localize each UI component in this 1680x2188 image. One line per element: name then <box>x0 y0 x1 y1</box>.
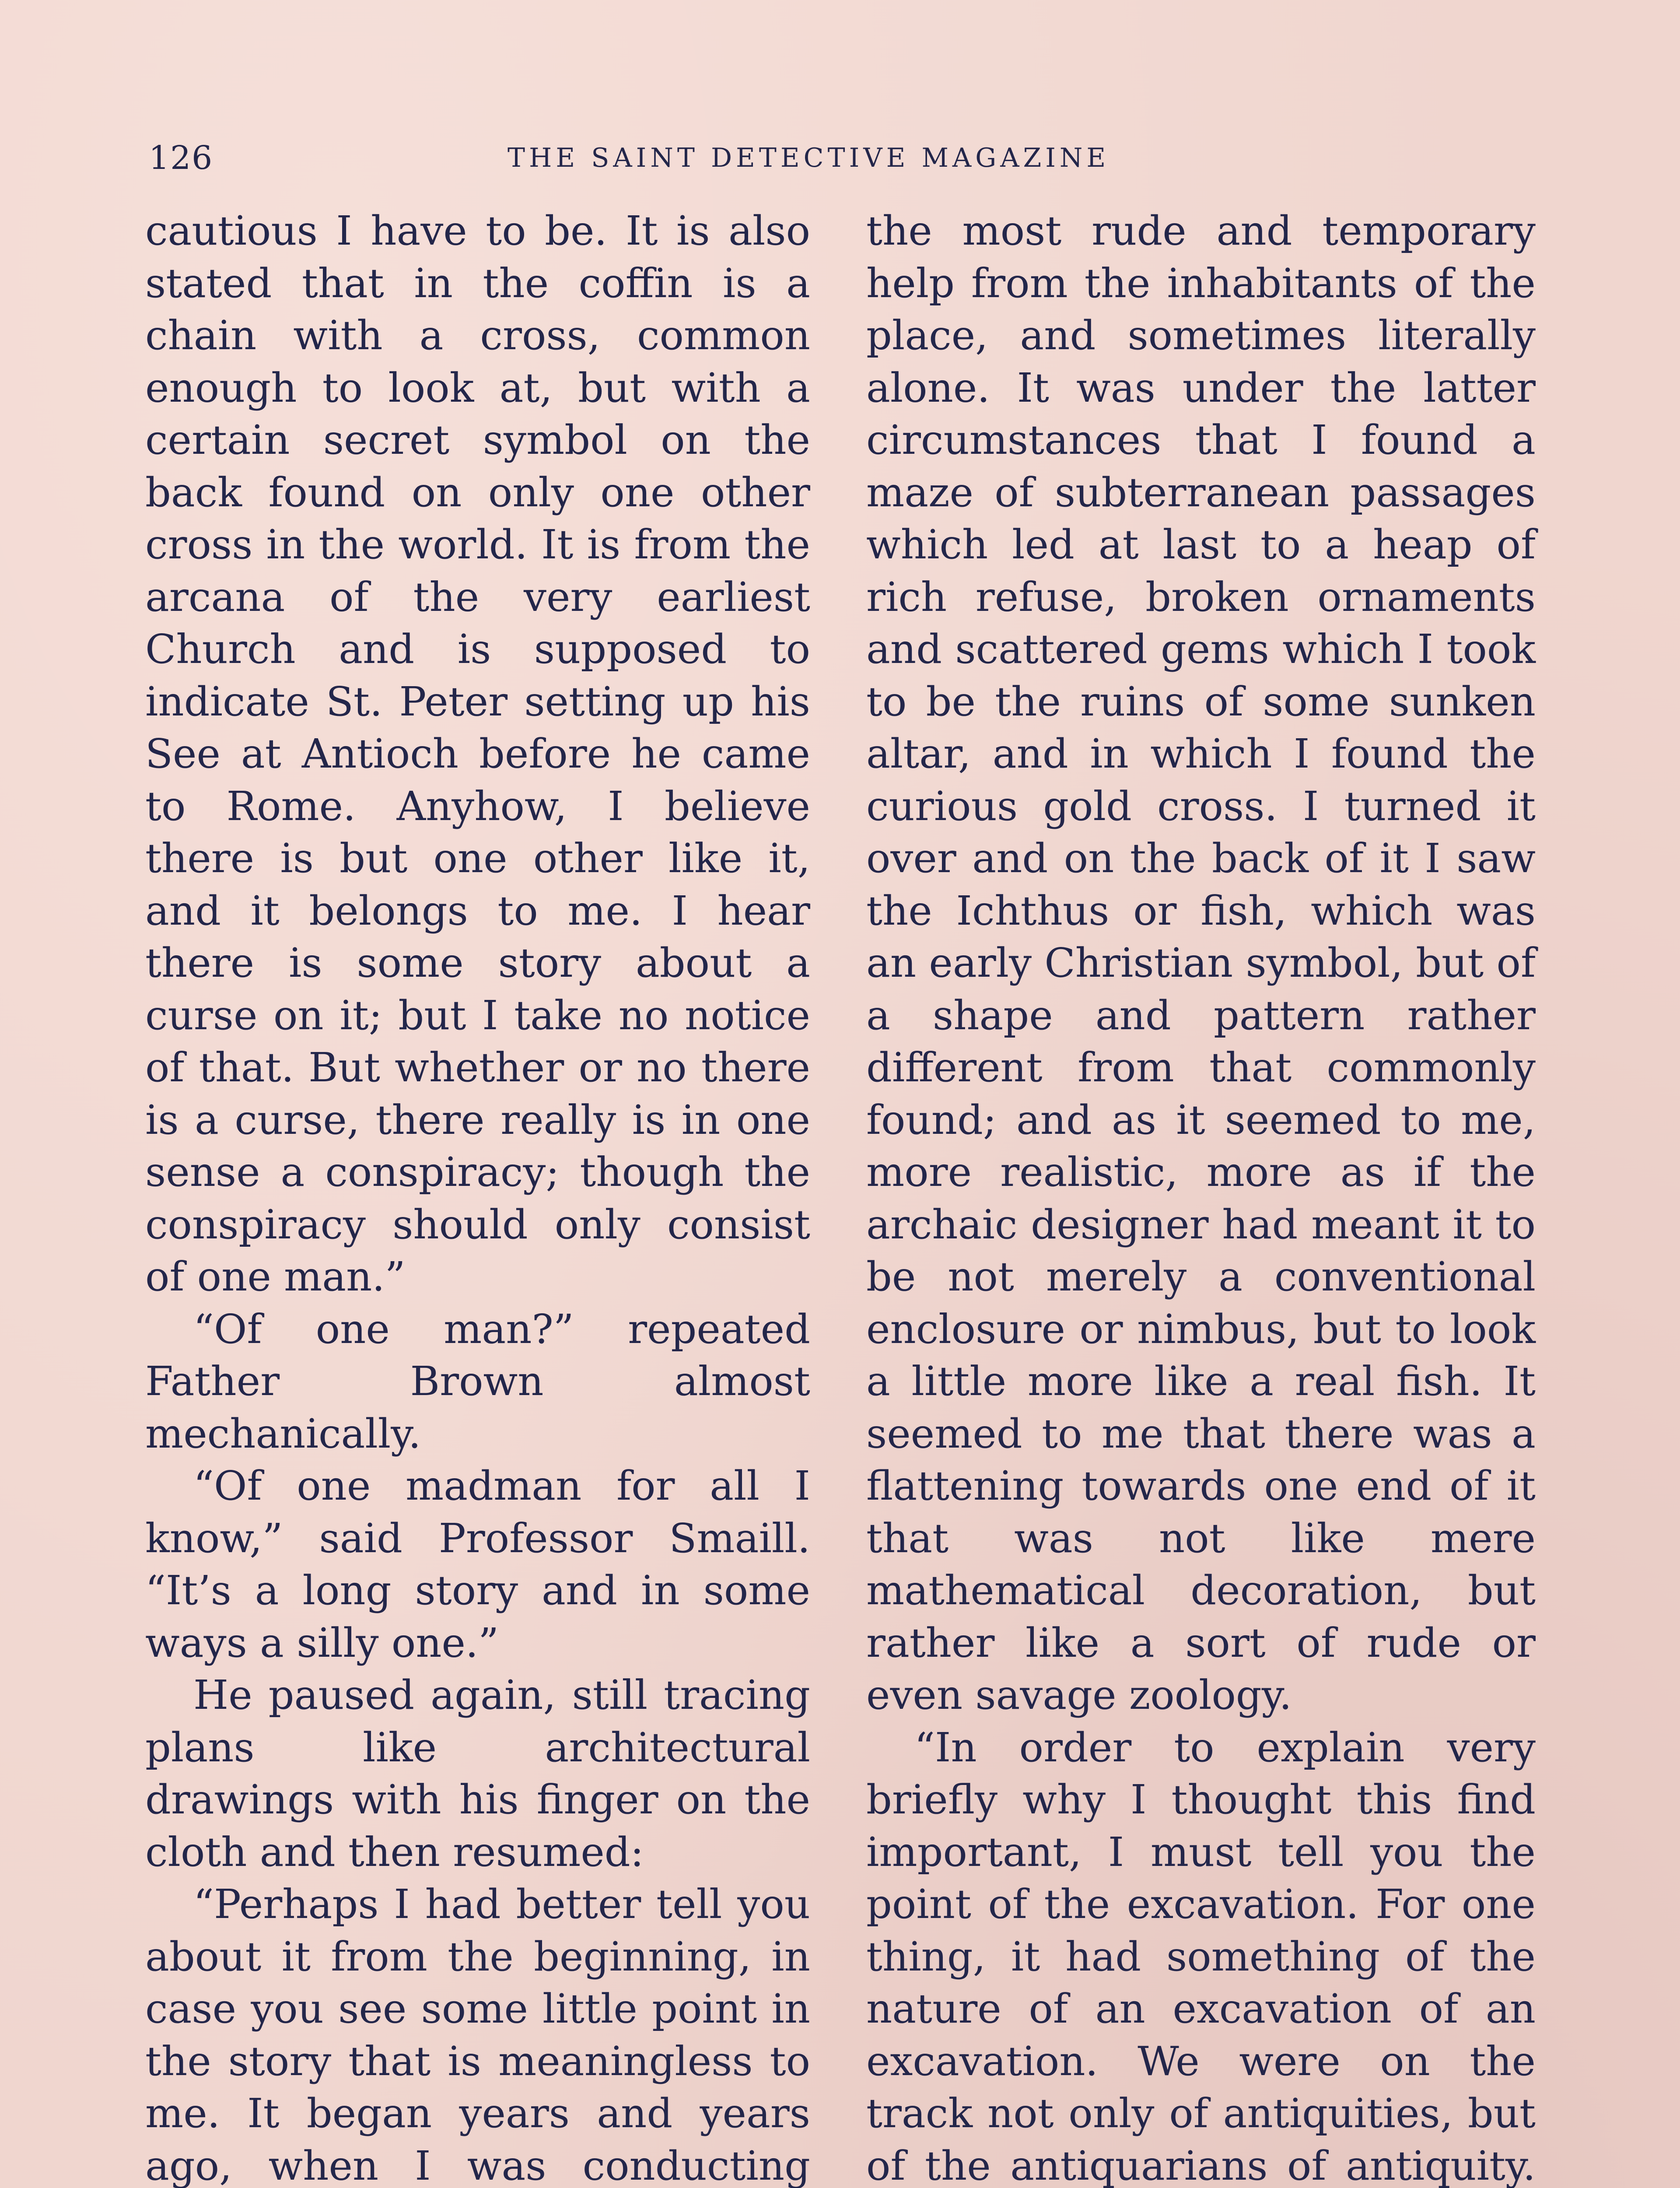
paragraph: “Of one madman for all I know,” said Professor Smaill. “It’s a long story and in some ways a silly one.” <box>145 1462 810 1666</box>
paragraph: “Of one man?” repeated Father Brown almost mechanically. <box>145 1305 810 1457</box>
page-number: 126 <box>149 139 214 177</box>
left-column <box>145 205 810 2188</box>
paragraph: cautious I have to be. It is also stated that in the coffin is a chain with a cross, common enough to look at, but with a certain secret symbol on the back found on only one other cross in the world. It is from the arcana of the very earliest Church and is supposed to indicate St. Peter setting up his See at Antioch before he came to Rome. Anyhow, I believe there is but one other like it, and it belongs to me. I hear there is some story about a curse on it; but I take no notice of that. But whether or no there is a curse, there really is in one sense a conspiracy; though the conspiracy should only consist of one man.” <box>145 207 810 1300</box>
magazine-title: THE SAINT DETECTIVE MAGAZINE <box>508 143 1110 173</box>
right-column <box>866 205 1536 2188</box>
paragraph: “Perhaps I had better tell you about it from the beginning, in case you see some little point in the story that is meaningless to me. It began years and years ago, when I was conducting <box>145 1881 810 2188</box>
paragraph: He paused again, still tracing plans like architectural drawings with his finger on the cloth and then resumed: <box>145 1672 810 1876</box>
running-head <box>149 139 1536 179</box>
paragraph: “In order to explain very briefly why I thought this find important, I must tell you the point of the excavation. For one thing, it had something of the nature of an excavation of an excavation. We were on the track not only of antiquities, but of the antiquarians of antiquity. <box>866 1724 1536 2188</box>
paragraph: the most rude and temporary help from the inhabitants of the place, and sometimes literally alone. It was under the latter circumstances that I found a maze of subterranean passages which led at last to a heap of rich refuse, broken ornaments and scattered gems which I took to be the ruins of some sunken altar, and in which I found the curious gold cross. I turned it over and on the back of it I saw the Ichthus or fish, which was an early Christian symbol, but of a shape and pattern rather different from that commonly found; and as it seemed to me, more realistic, more as if the archaic designer had meant it to be not merely a conventional enclosure or nimbus, but to look a little more like a real fish. It seemed to me that there was a flattening towards one end of it that was not like mere mathematical decoration, but rather like a sort of rude or even savage zoology. <box>866 207 1536 1718</box>
